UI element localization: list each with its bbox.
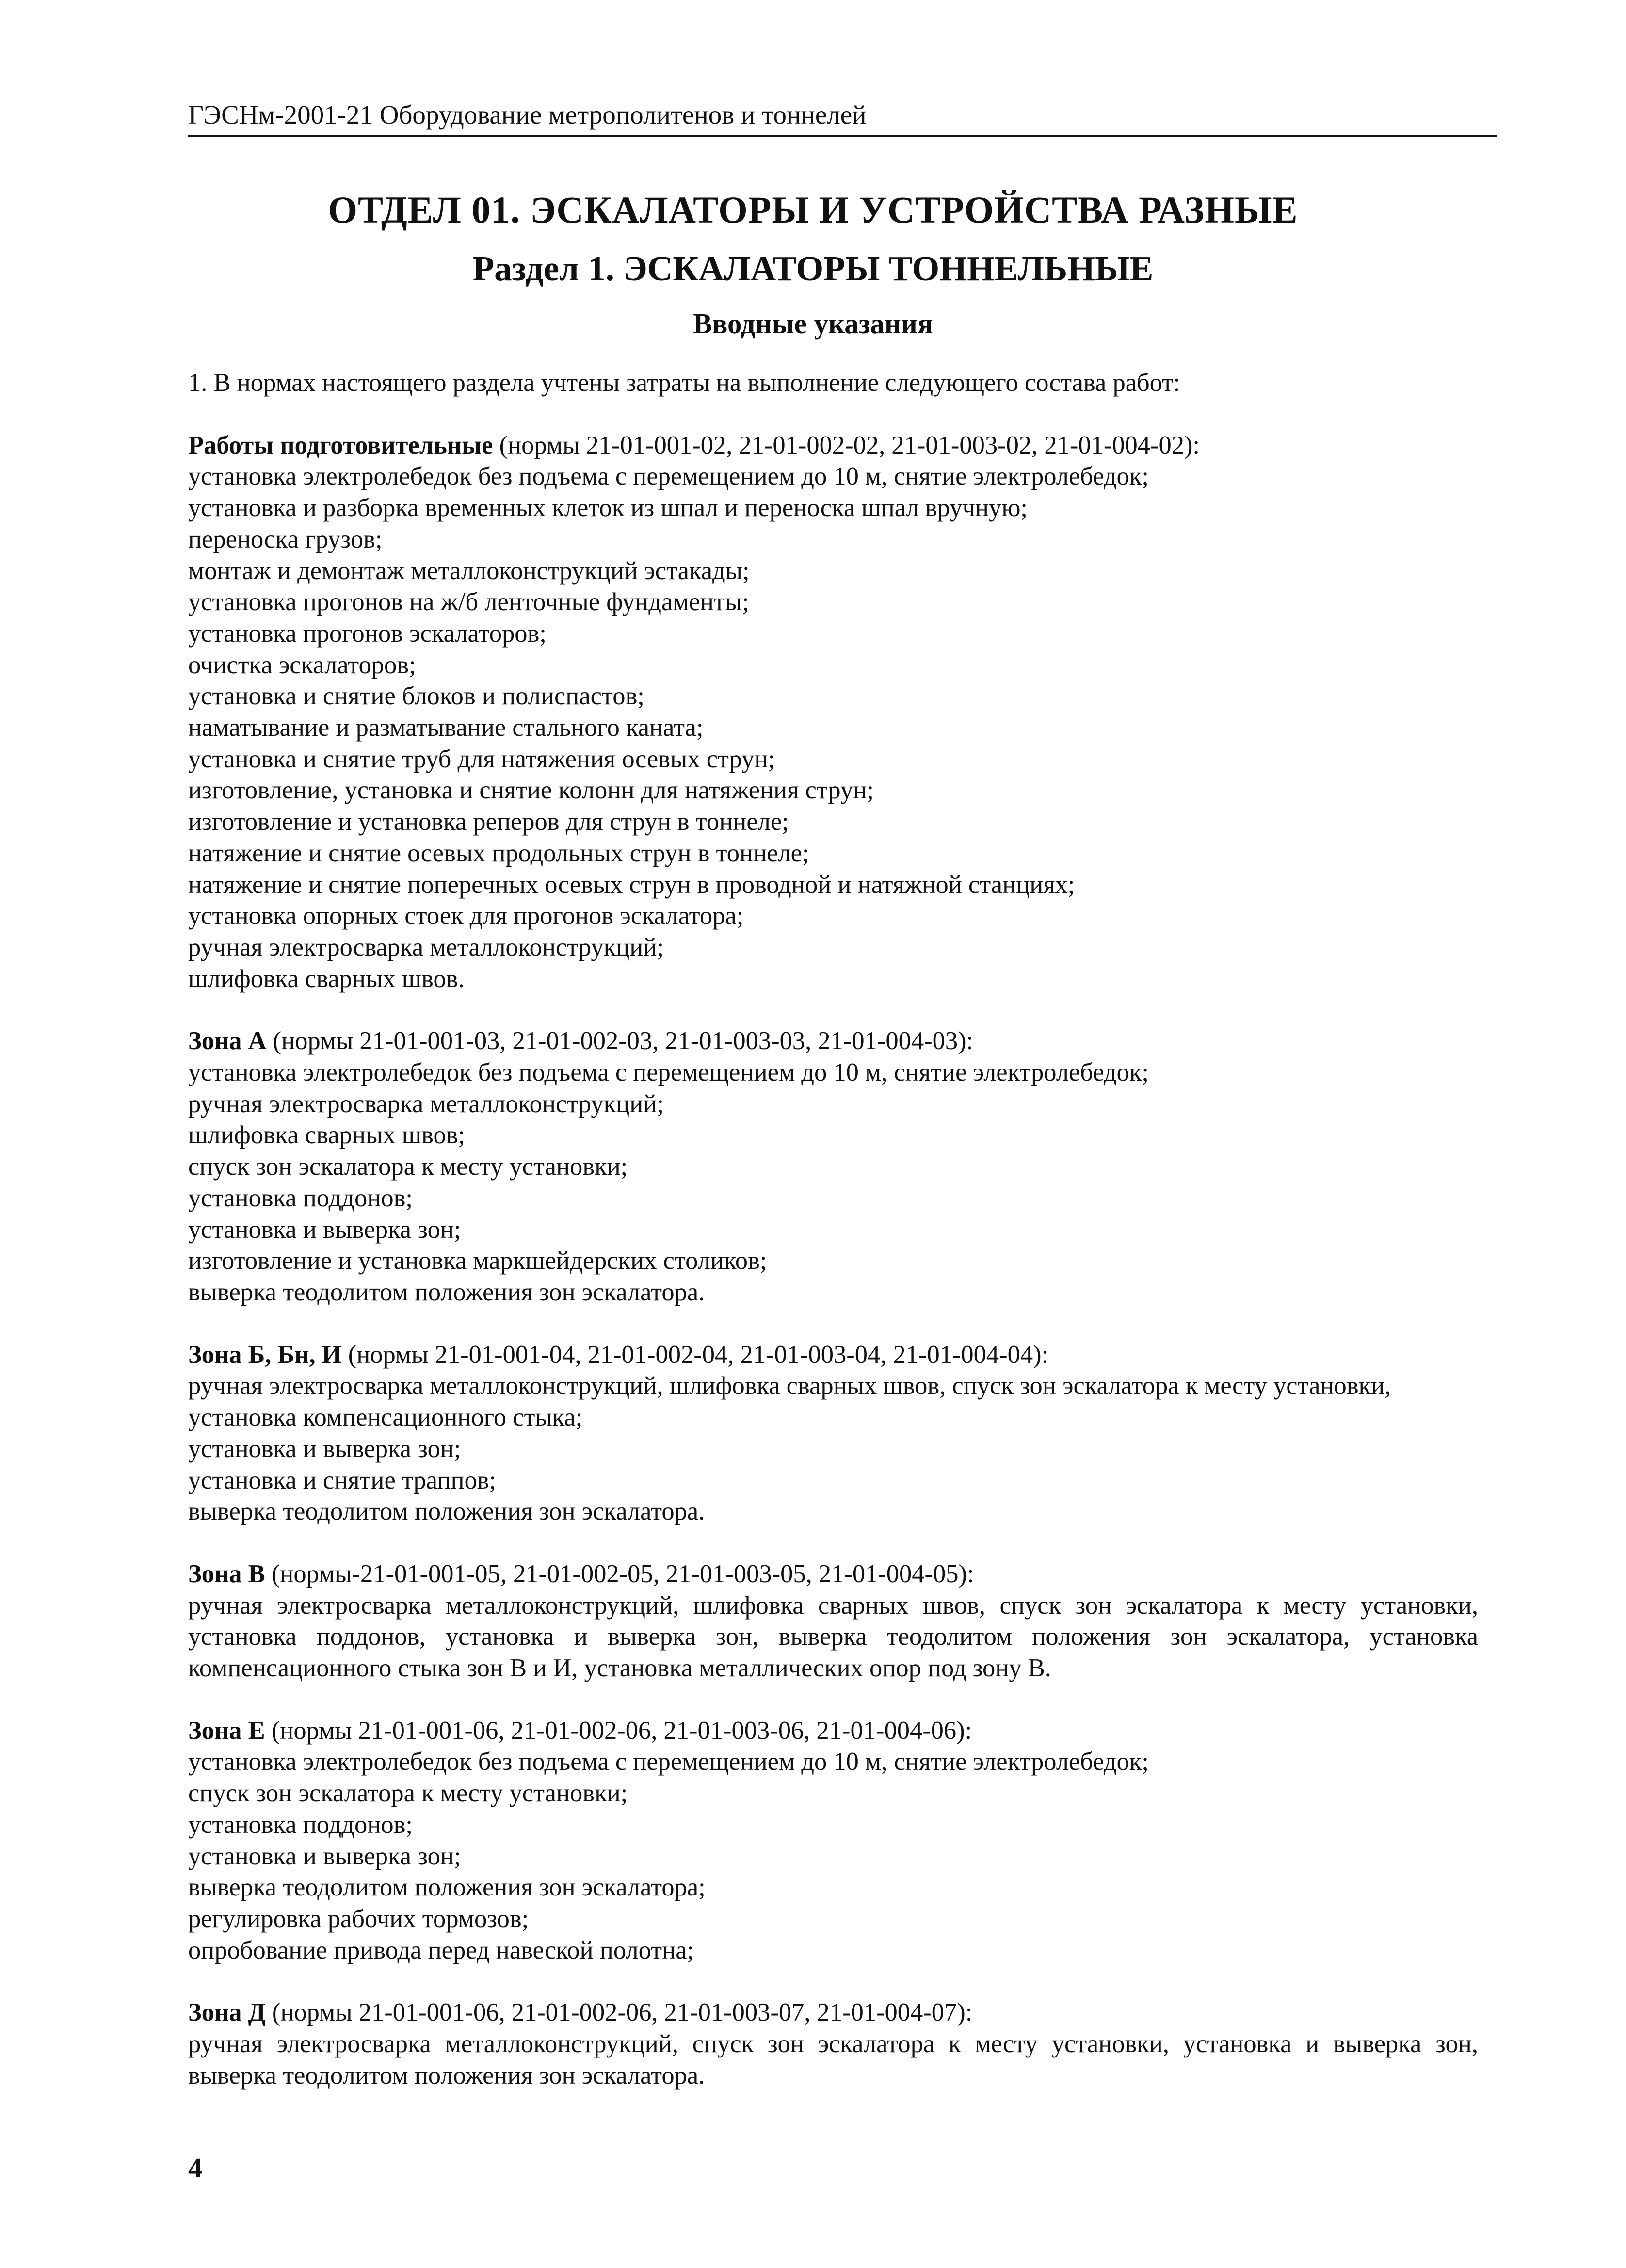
work-item: установка и выверка зон; xyxy=(188,1215,461,1244)
work-section xyxy=(188,1339,1478,1527)
section-name: Зона Б, Бн, И xyxy=(188,1340,342,1369)
work-section xyxy=(188,430,1478,995)
work-item: установка электролебедок без подъема с перемещением до 10 м, снятие электролебедок; xyxy=(188,1058,1149,1087)
work-item: шлифовка сварных швов. xyxy=(188,964,465,993)
work-paragraph: ручная электросварка металлоконструкций, спуск зон эскалатора к месту установки, установка и выверка зон, выверка теодолитом положения зон эскалатора. xyxy=(188,2030,1478,2090)
work-item: выверка теодолитом положения зон эскалатора. xyxy=(188,1497,705,1526)
section-name: Зона Е xyxy=(188,1716,265,1745)
section-name: Зона В xyxy=(188,1559,265,1588)
work-item: спуск зон эскалатора к месту установки; xyxy=(188,1152,628,1181)
department-title: ОТДЕЛ 01. ЭСКАЛАТОРЫ И УСТРОЙСТВА РАЗНЫЕ xyxy=(328,189,1298,231)
work-item: установка электролебедок без подъема с перемещением до 10 м, снятие электролебедок; xyxy=(188,462,1149,491)
work-item: установка электролебедок без подъема с перемещением до 10 м, снятие электролебедок; xyxy=(188,1748,1149,1776)
section-title: Раздел 1. ЭСКАЛАТОРЫ ТОННЕЛЬНЫЕ xyxy=(472,249,1154,288)
section-norms: (нормы-21-01-001-05, 21-01-002-05, 21-01-003-05, 21-01-004-05): xyxy=(265,1559,974,1588)
section-name: Работы подготовительные xyxy=(188,431,493,459)
work-section xyxy=(188,1715,1478,1966)
section-heading xyxy=(188,1997,1478,2028)
work-item: шлифовка сварных швов; xyxy=(188,1121,466,1150)
section-heading xyxy=(188,1025,1478,1057)
document-body xyxy=(188,367,1478,2122)
work-item: установка и снятие блоков и полиспастов; xyxy=(188,682,644,711)
work-item: регулировка рабочих тормозов; xyxy=(188,1904,529,1933)
running-header: ГЭСНм-2001-21 Оборудование метрополитенов и тоннелей xyxy=(188,99,1497,137)
work-section xyxy=(188,1558,1478,1684)
work-item: установка и разборка временных клеток из шпал и переноска шпал вручную; xyxy=(188,494,1028,522)
section-heading xyxy=(188,1558,1478,1590)
work-item: установка поддонов; xyxy=(188,1810,413,1839)
work-item: ручная электросварка металлоконструкций, шлифовка сварных швов, спуск зон эскалатора к месту установки, xyxy=(188,1372,1391,1400)
work-item: переноска грузов; xyxy=(188,525,383,553)
work-item: наматывание и разматывание стального каната; xyxy=(188,713,704,742)
subtitle: Вводные указания xyxy=(693,308,933,340)
work-item: изготовление, установка и снятие колонн для натяжения струн; xyxy=(188,776,874,805)
work-item: монтаж и демонтаж металлоконструкций эстакады; xyxy=(188,556,750,585)
work-section xyxy=(188,1025,1478,1308)
section-heading xyxy=(188,430,1478,461)
work-item: установка прогонов на ж/б ленточные фундаменты; xyxy=(188,588,749,616)
work-item: установка и снятие труб для натяжения осевых струн; xyxy=(188,745,775,773)
section-norms: (нормы 21-01-001-02, 21-01-002-02, 21-01-003-02, 21-01-004-02): xyxy=(493,431,1200,459)
section-heading xyxy=(188,1339,1478,1371)
work-item: установка поддонов; xyxy=(188,1183,413,1212)
page-number: 4 xyxy=(188,2152,202,2184)
work-item: установка и выверка зон; xyxy=(188,1842,461,1870)
work-section xyxy=(188,1997,1478,2091)
work-item: ручная электросварка металлоконструкций; xyxy=(188,933,664,961)
work-item: установка и выверка зон; xyxy=(188,1434,461,1463)
work-item: опробование привода перед навеской полотна; xyxy=(188,1936,694,1964)
section-norms: (нормы 21-01-001-04, 21-01-002-04, 21-01-003-04, 21-01-004-04): xyxy=(341,1340,1049,1369)
work-item: установка прогонов эскалаторов; xyxy=(188,619,547,648)
work-item: выверка теодолитом положения зон эскалатора. xyxy=(188,1278,705,1306)
intro-paragraph: 1. В нормах настоящего раздела учтены затраты на выполнение следующего состава работ: xyxy=(188,369,1180,397)
work-item: установка опорных стоек для прогонов эскалатора; xyxy=(188,902,744,930)
section-name: Зона Д xyxy=(188,1998,266,2027)
work-item: натяжение и снятие осевых продольных струн в тоннеле; xyxy=(188,839,809,867)
work-item: установка и снятие траппов; xyxy=(188,1466,497,1494)
section-norms: (нормы 21-01-001-06, 21-01-002-06, 21-01-003-07, 21-01-004-07): xyxy=(265,1998,973,2027)
work-item: очистка эскалаторов; xyxy=(188,650,416,679)
work-item: натяжение и снятие поперечных осевых струн в проводной и натяжной станциях; xyxy=(188,870,1075,899)
work-item: спуск зон эскалатора к месту установки; xyxy=(188,1779,628,1808)
section-heading xyxy=(188,1715,1478,1747)
work-item: изготовление и установка реперов для струн в тоннеле; xyxy=(188,808,789,836)
section-norms: (нормы 21-01-001-06, 21-01-002-06, 21-01-003-06, 21-01-004-06): xyxy=(265,1716,972,1745)
section-name: Зона А xyxy=(188,1027,267,1055)
work-item: ручная электросварка металлоконструкций; xyxy=(188,1089,664,1118)
work-paragraph: ручная электросварка металлоконструкций, шлифовка сварных швов, спуск зон эскалатора к месту установки, установка поддонов, установка и выверка зон, выверка теодолитом положения зон эскалатора, установка компенсационного стыка зон В и И, установка металлических опор под зону В. xyxy=(188,1591,1478,1683)
work-item: изготовление и установка маркшейдерских столиков; xyxy=(188,1247,767,1275)
work-item: выверка теодолитом положения зон эскалатора; xyxy=(188,1873,706,1902)
work-sections xyxy=(188,430,1478,2091)
work-item: установка компенсационного стыка; xyxy=(188,1403,583,1432)
section-norms: (нормы 21-01-001-03, 21-01-002-03, 21-01-003-03, 21-01-004-03): xyxy=(266,1027,974,1055)
